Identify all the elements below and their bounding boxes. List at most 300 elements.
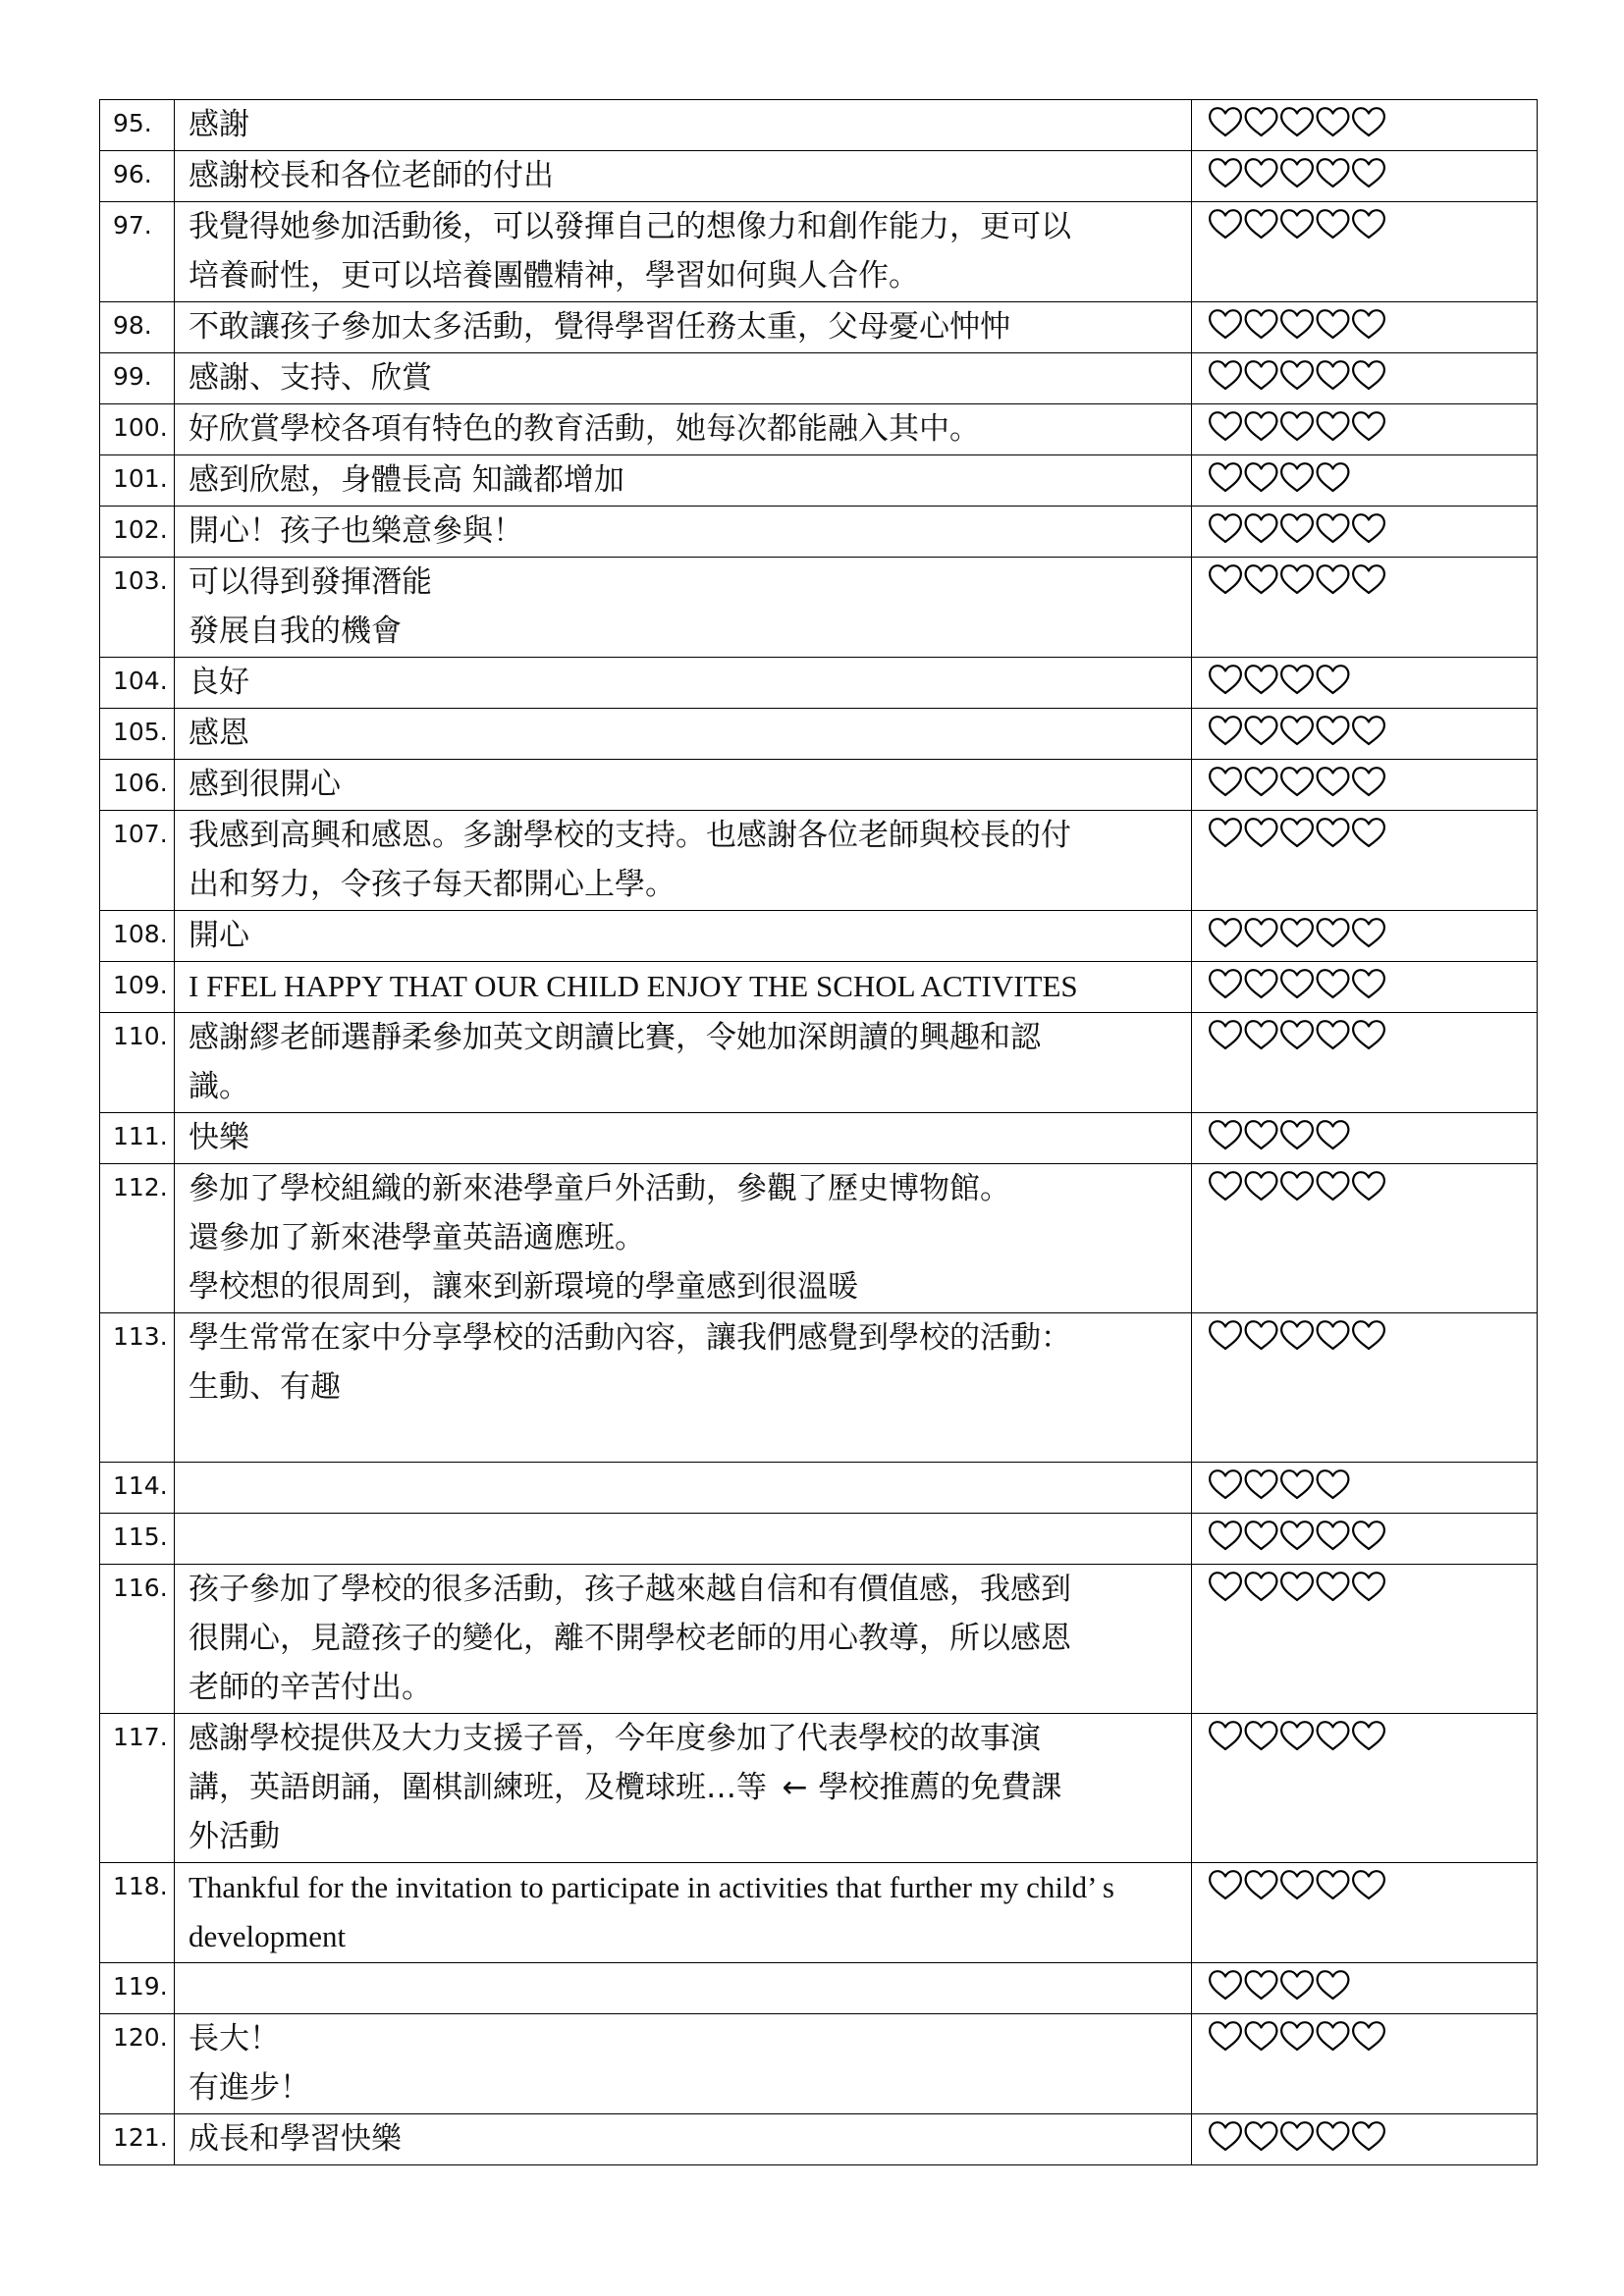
row-number: 105. xyxy=(100,709,175,760)
rating-hearts xyxy=(1192,2014,1538,2114)
heart-outline-icon xyxy=(1281,1871,1313,1898)
heart-outline-icon xyxy=(1281,310,1313,338)
feedback-line-text: 感謝、支持、欣賞 xyxy=(189,360,432,396)
heart-outline-icon xyxy=(1281,463,1313,491)
feedback-text xyxy=(175,911,1192,962)
table-row xyxy=(100,760,1538,811)
heart-outline-icon xyxy=(1281,514,1313,542)
feedback-line-text: 良好 xyxy=(189,665,249,700)
feedback-line-text: 感謝學校提供及大力支援子晉，今年度參加了代表學校的故事演 xyxy=(189,1721,1041,1756)
heart-outline-icon xyxy=(1353,159,1384,187)
heart-outline-icon xyxy=(1353,108,1384,135)
table-row xyxy=(100,1565,1538,1714)
heart-outline-icon xyxy=(1353,1321,1384,1349)
rating-hearts-graphic xyxy=(1208,461,1351,493)
feedback-line-text: 培養耐性，更可以培養團體精神，學習如何與人合作。 xyxy=(189,258,919,294)
rating-hearts xyxy=(1192,1463,1538,1514)
rating-hearts xyxy=(1192,1863,1538,1963)
heart-outline-icon xyxy=(1246,514,1277,542)
heart-outline-icon xyxy=(1281,159,1313,187)
rating-hearts xyxy=(1192,1514,1538,1565)
feedback-line-text: 感到欣慰，身體長高 知識都增加 xyxy=(189,462,624,498)
rating-hearts-graphic xyxy=(1208,917,1386,948)
heart-outline-icon xyxy=(1353,565,1384,593)
feedback-line xyxy=(189,658,1179,707)
heart-outline-icon xyxy=(1353,514,1384,542)
heart-outline-icon xyxy=(1246,819,1277,846)
heart-outline-icon xyxy=(1281,108,1313,135)
row-number: 120. xyxy=(100,2014,175,2114)
rating-hearts-graphic xyxy=(1208,106,1386,137)
feedback-line-text: 還參加了新來港學童英語適應班。 xyxy=(189,1220,645,1255)
heart-outline-icon xyxy=(1246,1470,1277,1498)
rating-hearts xyxy=(1192,1013,1538,1113)
heart-outline-icon xyxy=(1246,412,1277,440)
row-number: 100. xyxy=(100,404,175,455)
heart-outline-icon xyxy=(1246,666,1277,693)
feedback-line xyxy=(189,1362,1179,1412)
heart-outline-icon xyxy=(1318,1121,1349,1148)
heart-outline-icon xyxy=(1210,2122,1241,2150)
feedback-line xyxy=(189,558,1179,607)
row-number: 106. xyxy=(100,760,175,811)
rating-hearts xyxy=(1192,404,1538,455)
heart-outline-icon xyxy=(1281,1722,1313,1749)
heart-outline-icon xyxy=(1318,1971,1349,1999)
feedback-line-text: 講，英語朗誦，圍棋訓練班，及欖球班…等 xyxy=(189,1770,767,1805)
row-number: 112. xyxy=(100,1164,175,1313)
heart-outline-icon xyxy=(1210,717,1241,744)
heart-outline-icon xyxy=(1210,463,1241,491)
feedback-line xyxy=(189,1062,1179,1111)
heart-outline-icon xyxy=(1353,2122,1384,2150)
row-number: 116. xyxy=(100,1565,175,1714)
feedback-line xyxy=(189,455,1179,505)
heart-outline-icon xyxy=(1281,412,1313,440)
heart-outline-icon xyxy=(1318,1522,1349,1549)
row-number: 98. xyxy=(100,302,175,353)
table-row xyxy=(100,658,1538,709)
feedback-line xyxy=(189,1565,1179,1614)
feedback-line xyxy=(189,1912,1179,1961)
feedback-line xyxy=(189,353,1179,402)
feedback-line-text: 感謝校長和各位老師的付出 xyxy=(189,158,554,193)
rating-hearts-graphic xyxy=(1208,1019,1386,1050)
heart-outline-icon xyxy=(1210,210,1241,238)
heart-outline-icon xyxy=(1353,970,1384,997)
heart-outline-icon xyxy=(1353,210,1384,238)
rating-hearts xyxy=(1192,202,1538,302)
feedback-text xyxy=(175,202,1192,302)
feedback-line-text: 很開心，見證孩子的變化，離不開學校老師的用心教導，所以感恩 xyxy=(189,1621,1071,1656)
heart-outline-icon xyxy=(1246,1971,1277,1999)
rating-hearts-graphic xyxy=(1208,1468,1351,1500)
heart-outline-icon xyxy=(1210,1522,1241,1549)
feedback-line-text: 開心 xyxy=(189,918,249,953)
feedback-text xyxy=(175,507,1192,558)
feedback-line xyxy=(189,251,1179,300)
heart-outline-icon xyxy=(1246,108,1277,135)
heart-outline-icon xyxy=(1281,1172,1313,1200)
heart-outline-icon xyxy=(1210,310,1241,338)
heart-outline-icon xyxy=(1210,819,1241,846)
feedback-text xyxy=(175,1463,1192,1514)
heart-outline-icon xyxy=(1281,210,1313,238)
heart-outline-icon xyxy=(1353,2022,1384,2050)
rating-hearts xyxy=(1192,709,1538,760)
feedback-line xyxy=(189,860,1179,909)
feedback-text xyxy=(175,1514,1192,1565)
feedback-line-text: 我感到高興和感恩。多謝學校的支持。也感謝各位老師與校長的付 xyxy=(189,818,1071,853)
table-row xyxy=(100,558,1538,658)
table-row xyxy=(100,302,1538,353)
rating-hearts-graphic xyxy=(1208,817,1386,848)
feedback-text xyxy=(175,658,1192,709)
heart-outline-icon xyxy=(1318,463,1349,491)
rating-hearts xyxy=(1192,558,1538,658)
heart-outline-icon xyxy=(1246,1722,1277,1749)
feedback-line-text: 感到很開心 xyxy=(189,767,341,802)
rating-hearts xyxy=(1192,1565,1538,1714)
heart-outline-icon xyxy=(1246,565,1277,593)
feedback-line xyxy=(189,1164,1179,1213)
rating-hearts-graphic xyxy=(1208,512,1386,544)
feedback-line xyxy=(189,302,1179,351)
feedback-line-text: I FFEL HAPPY THAT OUR CHILD ENJOY THE SCHOL ACTIVITES xyxy=(189,969,1078,1003)
heart-outline-icon xyxy=(1318,1021,1349,1048)
left-arrow-icon: ← xyxy=(782,1770,808,1805)
feedback-line-text: 感謝 xyxy=(189,107,249,142)
feedback-line xyxy=(189,1963,1179,2012)
heart-outline-icon xyxy=(1210,1121,1241,1148)
rating-hearts xyxy=(1192,811,1538,911)
row-number: 107. xyxy=(100,811,175,911)
heart-outline-icon xyxy=(1246,2122,1277,2150)
feedback-text xyxy=(175,811,1192,911)
heart-outline-icon xyxy=(1318,108,1349,135)
rating-hearts xyxy=(1192,302,1538,353)
table-row xyxy=(100,151,1538,202)
heart-outline-icon xyxy=(1353,819,1384,846)
rating-hearts-graphic xyxy=(1208,1319,1386,1351)
feedback-line-text: 學校想的很周到，讓來到新環境的學童感到很溫暖 xyxy=(189,1269,858,1305)
feedback-text xyxy=(175,2014,1192,2114)
heart-outline-icon xyxy=(1318,919,1349,946)
heart-outline-icon xyxy=(1210,919,1241,946)
feedback-line xyxy=(189,2014,1179,2063)
heart-outline-icon xyxy=(1210,1971,1241,1999)
heart-outline-icon xyxy=(1281,1321,1313,1349)
heart-outline-icon xyxy=(1353,1573,1384,1600)
feedback-text xyxy=(175,962,1192,1013)
heart-outline-icon xyxy=(1246,768,1277,795)
row-number: 97. xyxy=(100,202,175,302)
table-row xyxy=(100,2114,1538,2165)
row-number: 109. xyxy=(100,962,175,1013)
feedback-text xyxy=(175,1963,1192,2014)
table-row xyxy=(100,507,1538,558)
feedback-table-body xyxy=(100,100,1538,2165)
heart-outline-icon xyxy=(1210,1321,1241,1349)
heart-outline-icon xyxy=(1318,1871,1349,1898)
row-number: 101. xyxy=(100,455,175,507)
feedback-line xyxy=(189,911,1179,960)
feedback-line xyxy=(189,1412,1179,1461)
feedback-text xyxy=(175,353,1192,404)
row-number: 118. xyxy=(100,1863,175,1963)
feedback-line-text: 識。 xyxy=(189,1069,249,1104)
rating-hearts-graphic xyxy=(1208,2020,1386,2052)
heart-outline-icon xyxy=(1210,1172,1241,1200)
feedback-text xyxy=(175,760,1192,811)
feedback-line xyxy=(189,1514,1179,1563)
heart-outline-icon xyxy=(1318,310,1349,338)
heart-outline-icon xyxy=(1281,1470,1313,1498)
heart-outline-icon xyxy=(1318,514,1349,542)
feedback-line xyxy=(189,100,1179,149)
heart-outline-icon xyxy=(1210,1021,1241,1048)
feedback-line xyxy=(189,1614,1179,1663)
heart-outline-icon xyxy=(1246,1021,1277,1048)
feedback-line xyxy=(189,2114,1179,2163)
heart-outline-icon xyxy=(1210,1470,1241,1498)
feedback-line-text: 有進步！ xyxy=(189,2070,310,2106)
feedback-line-text: 外活動 xyxy=(189,1819,280,1854)
rating-hearts xyxy=(1192,100,1538,151)
row-number: 95. xyxy=(100,100,175,151)
rating-hearts xyxy=(1192,2114,1538,2165)
rating-hearts-graphic xyxy=(1208,1869,1386,1900)
feedback-line-text: 快樂 xyxy=(189,1120,249,1155)
feedback-text xyxy=(175,455,1192,507)
feedback-line xyxy=(189,1763,1179,1812)
table-row xyxy=(100,1863,1538,1963)
row-number: 113. xyxy=(100,1313,175,1463)
table-row xyxy=(100,911,1538,962)
row-number: 121. xyxy=(100,2114,175,2165)
feedback-line xyxy=(189,709,1179,758)
table-row xyxy=(100,353,1538,404)
heart-outline-icon xyxy=(1281,819,1313,846)
row-number: 108. xyxy=(100,911,175,962)
heart-outline-icon xyxy=(1246,361,1277,389)
heart-outline-icon xyxy=(1246,159,1277,187)
heart-outline-icon xyxy=(1318,1470,1349,1498)
rating-hearts-graphic xyxy=(1208,2120,1386,2152)
heart-outline-icon xyxy=(1318,2022,1349,2050)
feedback-line-text: 開心！孩子也樂意參與！ xyxy=(189,513,523,549)
heart-outline-icon xyxy=(1281,2022,1313,2050)
heart-outline-icon xyxy=(1318,717,1349,744)
row-number: 114. xyxy=(100,1463,175,1514)
heart-outline-icon xyxy=(1318,970,1349,997)
heart-outline-icon xyxy=(1353,1021,1384,1048)
heart-outline-icon xyxy=(1318,565,1349,593)
heart-outline-icon xyxy=(1318,361,1349,389)
feedback-text xyxy=(175,2114,1192,2165)
heart-outline-icon xyxy=(1353,717,1384,744)
rating-hearts xyxy=(1192,1113,1538,1164)
rating-hearts-graphic xyxy=(1208,563,1386,595)
feedback-text xyxy=(175,709,1192,760)
feedback-line xyxy=(189,1863,1179,1912)
heart-outline-icon xyxy=(1353,1722,1384,1749)
row-number: 115. xyxy=(100,1514,175,1565)
feedback-line xyxy=(189,1663,1179,1712)
table-row xyxy=(100,100,1538,151)
heart-outline-icon xyxy=(1246,919,1277,946)
row-number: 110. xyxy=(100,1013,175,1113)
table-row xyxy=(100,455,1538,507)
rating-hearts-graphic xyxy=(1208,1520,1386,1551)
feedback-text xyxy=(175,1863,1192,1963)
rating-hearts-graphic xyxy=(1208,1170,1386,1201)
heart-outline-icon xyxy=(1281,666,1313,693)
table-row xyxy=(100,1164,1538,1313)
table-row xyxy=(100,811,1538,911)
heart-outline-icon xyxy=(1318,2122,1349,2150)
heart-outline-icon xyxy=(1210,666,1241,693)
feedback-text xyxy=(175,1013,1192,1113)
rating-hearts xyxy=(1192,455,1538,507)
row-number: 102. xyxy=(100,507,175,558)
feedback-line-text: development xyxy=(189,1919,347,1953)
rating-hearts-graphic xyxy=(1208,766,1386,797)
rating-hearts xyxy=(1192,151,1538,202)
rating-hearts xyxy=(1192,760,1538,811)
heart-outline-icon xyxy=(1318,1722,1349,1749)
feedback-line-text: 生動、有趣 xyxy=(189,1369,341,1405)
arrow-note: 學校推薦的免費課 xyxy=(818,1770,1062,1805)
feedback-line-text: 出和努力，令孩子每天都開心上學。 xyxy=(189,867,676,902)
heart-outline-icon xyxy=(1246,1573,1277,1600)
heart-outline-icon xyxy=(1318,768,1349,795)
feedback-line-text: 孩子參加了學校的很多活動，孩子越來越自信和有價值感，我感到 xyxy=(189,1572,1071,1607)
feedback-line-text: 可以得到發揮潛能 xyxy=(189,564,432,600)
feedback-line xyxy=(189,507,1179,556)
feedback-line-text: 成長和學習快樂 xyxy=(189,2121,402,2157)
heart-outline-icon xyxy=(1353,768,1384,795)
row-number: 117. xyxy=(100,1714,175,1863)
feedback-line xyxy=(189,1262,1179,1311)
rating-hearts-graphic xyxy=(1208,410,1386,442)
heart-outline-icon xyxy=(1318,1321,1349,1349)
rating-hearts xyxy=(1192,1963,1538,2014)
heart-outline-icon xyxy=(1246,210,1277,238)
feedback-text xyxy=(175,1714,1192,1863)
heart-outline-icon xyxy=(1318,412,1349,440)
heart-outline-icon xyxy=(1281,1971,1313,1999)
rating-hearts xyxy=(1192,353,1538,404)
row-number: 119. xyxy=(100,1963,175,2014)
rating-hearts-graphic xyxy=(1208,308,1386,340)
heart-outline-icon xyxy=(1210,1573,1241,1600)
feedback-line xyxy=(189,1213,1179,1262)
heart-outline-icon xyxy=(1210,565,1241,593)
table-row xyxy=(100,962,1538,1013)
feedback-text xyxy=(175,302,1192,353)
table-row xyxy=(100,1463,1538,1514)
feedback-text xyxy=(175,100,1192,151)
heart-outline-icon xyxy=(1281,1522,1313,1549)
heart-outline-icon xyxy=(1210,970,1241,997)
feedback-line xyxy=(189,1463,1179,1512)
heart-outline-icon xyxy=(1353,1522,1384,1549)
feedback-text xyxy=(175,1164,1192,1313)
heart-outline-icon xyxy=(1246,1172,1277,1200)
feedback-line xyxy=(189,1812,1179,1861)
heart-outline-icon xyxy=(1318,1573,1349,1600)
feedback-line xyxy=(189,760,1179,809)
table-row xyxy=(100,1963,1538,2014)
heart-outline-icon xyxy=(1210,2022,1241,2050)
rating-hearts-graphic xyxy=(1208,1720,1386,1751)
feedback-line xyxy=(189,202,1179,251)
heart-outline-icon xyxy=(1318,666,1349,693)
heart-outline-icon xyxy=(1281,919,1313,946)
feedback-line xyxy=(189,2063,1179,2112)
heart-outline-icon xyxy=(1281,1573,1313,1600)
row-number: 103. xyxy=(100,558,175,658)
heart-outline-icon xyxy=(1353,1871,1384,1898)
feedback-line-text: 老師的辛苦付出。 xyxy=(189,1670,432,1705)
rating-hearts-graphic xyxy=(1208,715,1386,746)
feedback-text xyxy=(175,404,1192,455)
feedback-line xyxy=(189,151,1179,200)
heart-outline-icon xyxy=(1210,768,1241,795)
heart-outline-icon xyxy=(1353,919,1384,946)
rating-hearts xyxy=(1192,1164,1538,1313)
heart-outline-icon xyxy=(1353,361,1384,389)
feedback-line-text: Thankful for the invitation to participate in activities that further my child’ s xyxy=(189,1870,1114,1904)
feedback-line-text: 我覺得她參加活動後，可以發揮自己的想像力和創作能力，更可以 xyxy=(189,209,1071,244)
rating-hearts xyxy=(1192,1313,1538,1463)
rating-hearts-graphic xyxy=(1208,968,1386,999)
heart-outline-icon xyxy=(1281,768,1313,795)
table-row xyxy=(100,709,1538,760)
feedback-line xyxy=(189,404,1179,454)
rating-hearts xyxy=(1192,1714,1538,1863)
heart-outline-icon xyxy=(1246,970,1277,997)
rating-hearts-graphic xyxy=(1208,208,1386,240)
table-row xyxy=(100,404,1538,455)
feedback-line-text: 長大！ xyxy=(189,2021,280,2056)
heart-outline-icon xyxy=(1246,2022,1277,2050)
table-row xyxy=(100,2014,1538,2114)
table-row xyxy=(100,202,1538,302)
rating-hearts-graphic xyxy=(1208,157,1386,188)
feedback-line xyxy=(189,811,1179,860)
heart-outline-icon xyxy=(1281,361,1313,389)
heart-outline-icon xyxy=(1318,159,1349,187)
heart-outline-icon xyxy=(1281,1121,1313,1148)
feedback-text xyxy=(175,151,1192,202)
feedback-line xyxy=(189,1113,1179,1162)
rating-hearts-graphic xyxy=(1208,1571,1386,1602)
heart-outline-icon xyxy=(1210,1722,1241,1749)
heart-outline-icon xyxy=(1281,717,1313,744)
heart-outline-icon xyxy=(1246,1522,1277,1549)
table-row xyxy=(100,1013,1538,1113)
heart-outline-icon xyxy=(1210,108,1241,135)
feedback-table xyxy=(99,99,1538,2165)
feedback-line-text: 感謝繆老師選靜柔參加英文朗讀比賽，令她加深朗讀的興趣和認 xyxy=(189,1020,1041,1055)
feedback-line-text: 好欣賞學校各項有特色的教育活動，她每次都能融入其中。 xyxy=(189,411,980,447)
feedback-text xyxy=(175,1113,1192,1164)
rating-hearts-graphic xyxy=(1208,359,1386,391)
feedback-line-text: 不敢讓孩子參加太多活動，覺得學習任務太重，父母憂心忡忡 xyxy=(189,309,1010,345)
heart-outline-icon xyxy=(1210,361,1241,389)
